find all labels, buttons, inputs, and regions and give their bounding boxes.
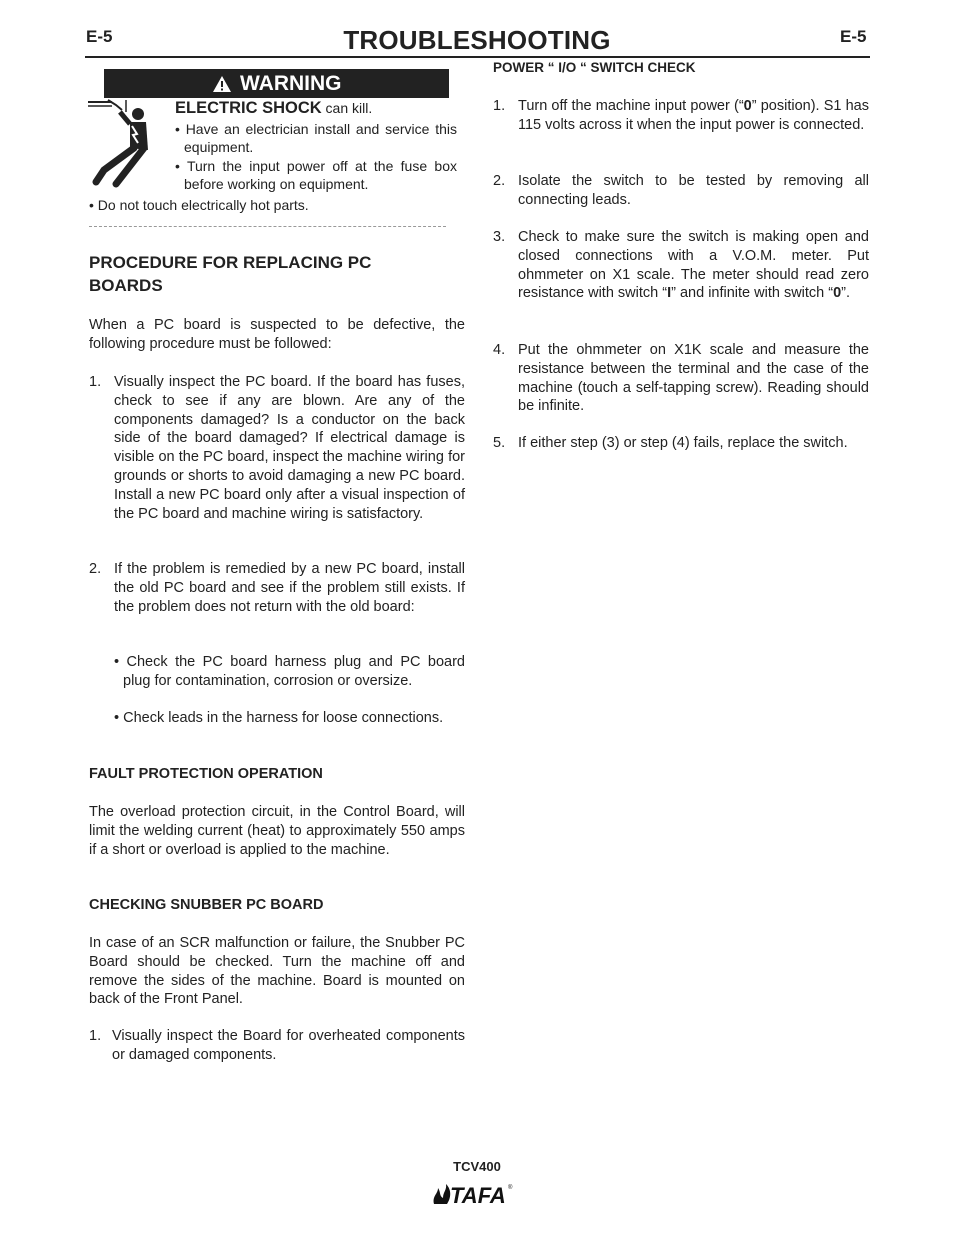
list-number: 1. — [89, 1028, 102, 1044]
registered-mark: ® — [508, 1185, 513, 1191]
list-item — [89, 1027, 465, 1067]
list-text: Put the ohmmeter on X1K scale and measure the resistance between the terminal and the case of the machine (touch a self-tapping screw). Reading should be infinite. — [518, 342, 869, 415]
brand-name: TAFA — [450, 1183, 506, 1206]
divider — [89, 226, 446, 227]
list-text: Visually inspect the PC board. If the board has fuses, check to see if any are blown. Are any of the components damaged? Is a conductor on the back side of the board damaged? If electrical damage is visible on the PC board, inspect the machine wiring for grounds or shorts to avoid damaging a new PC board. Install a new PC board only after a visual inspection of the PC board and machine wiring is satisfactory. — [114, 374, 465, 522]
section-title-replacing-pc-boards: PROCEDURE FOR REPLACING PC BOARDS — [89, 253, 372, 295]
list-number: 1. — [89, 374, 102, 390]
list-item — [89, 560, 465, 640]
warning-banner — [104, 69, 449, 98]
warning-heading-suffix: can kill. — [321, 100, 373, 116]
warning-text — [175, 99, 457, 194]
section-title-power-switch-check: POWER “ I/O “ SWITCH CHECK — [493, 60, 696, 75]
list-text: If either step (3) or step (4) fails, replace the switch. — [518, 435, 848, 451]
list-text: Visually inspect the Board for overheated components or damaged components. — [112, 1028, 465, 1063]
header-rule — [85, 56, 870, 58]
page-code-left: E-5 — [86, 27, 113, 46]
page-code-right: E-5 — [840, 27, 867, 46]
warning-heading: ELECTRIC SHOCK — [175, 99, 322, 117]
list-item — [89, 373, 465, 543]
list-number: 2. — [493, 173, 506, 189]
footer-model: TCV400 — [453, 1159, 501, 1174]
list-item — [493, 97, 869, 153]
warning-bullet: • Turn the input power off at the fuse box before working on equipment. — [175, 157, 457, 192]
list-text: Turn off the machine input power (“0” position). S1 has 115 volts across it when the input power is connected. — [518, 98, 869, 133]
warning-banner-label: WARNING — [240, 71, 342, 95]
warning-extra-bullet: • Do not touch electrically hot parts. — [89, 197, 309, 213]
list-text: If the problem is remedied by a new PC board, install the old PC board and see if the problem still exists. If the problem does not return with the old board: — [114, 561, 465, 615]
list-item — [493, 228, 869, 323]
list-item — [493, 434, 869, 474]
electric-shock-icon — [86, 96, 166, 196]
intro-paragraph: When a PC board is suspected to be defective, the following procedure must be followed: — [89, 317, 465, 352]
sub-bullet-text: • Check leads in the harness for loose connections. — [114, 710, 444, 726]
snubber-text: In case of an SCR malfunction or failure, the Snubber PC Board should be checked. Turn the machine off and remove the sides of the machine. Board is mounted on back of the Front Panel. — [89, 935, 465, 1008]
sub-bullet — [114, 653, 465, 691]
fault-protection-title: FAULT PROTECTION OPERATION — [89, 766, 323, 782]
fault-protection-text: The overload protection circuit, in the Control Board, will limit the welding current (heat) to approximately 550 amps if a short or overload is applied to the machine. — [89, 804, 465, 858]
warning-triangle-icon — [212, 75, 232, 93]
list-item — [493, 172, 869, 212]
tafa-logo-icon — [432, 1180, 514, 1206]
snubber-title: CHECKING SNUBBER PC BOARD — [89, 897, 324, 913]
list-number: 1. — [493, 98, 506, 114]
page-title: TROUBLESHOOTING — [343, 25, 611, 55]
list-number: 5. — [493, 435, 506, 451]
list-number: 3. — [493, 229, 506, 245]
list-number: 4. — [493, 342, 506, 358]
list-text: Check to make sure the switch is making open and closed connections with a V.O.M. meter. Put ohmmeter on X1 scale. The meter should read zero resistance with switch “I” and infinite with switch “0”. — [518, 229, 869, 302]
list-number: 2. — [89, 561, 102, 577]
list-text: Isolate the switch to be tested by removing all connecting leads. — [518, 173, 869, 208]
warning-bullet: • Have an electrician install and service this equipment. — [175, 120, 457, 155]
list-item — [493, 341, 869, 417]
sub-bullet — [114, 709, 465, 728]
brand-logo — [432, 1180, 514, 1211]
sub-bullet-text: • Check the PC board harness plug and PC board plug for contamination, corrosion or oversize. — [114, 654, 465, 689]
